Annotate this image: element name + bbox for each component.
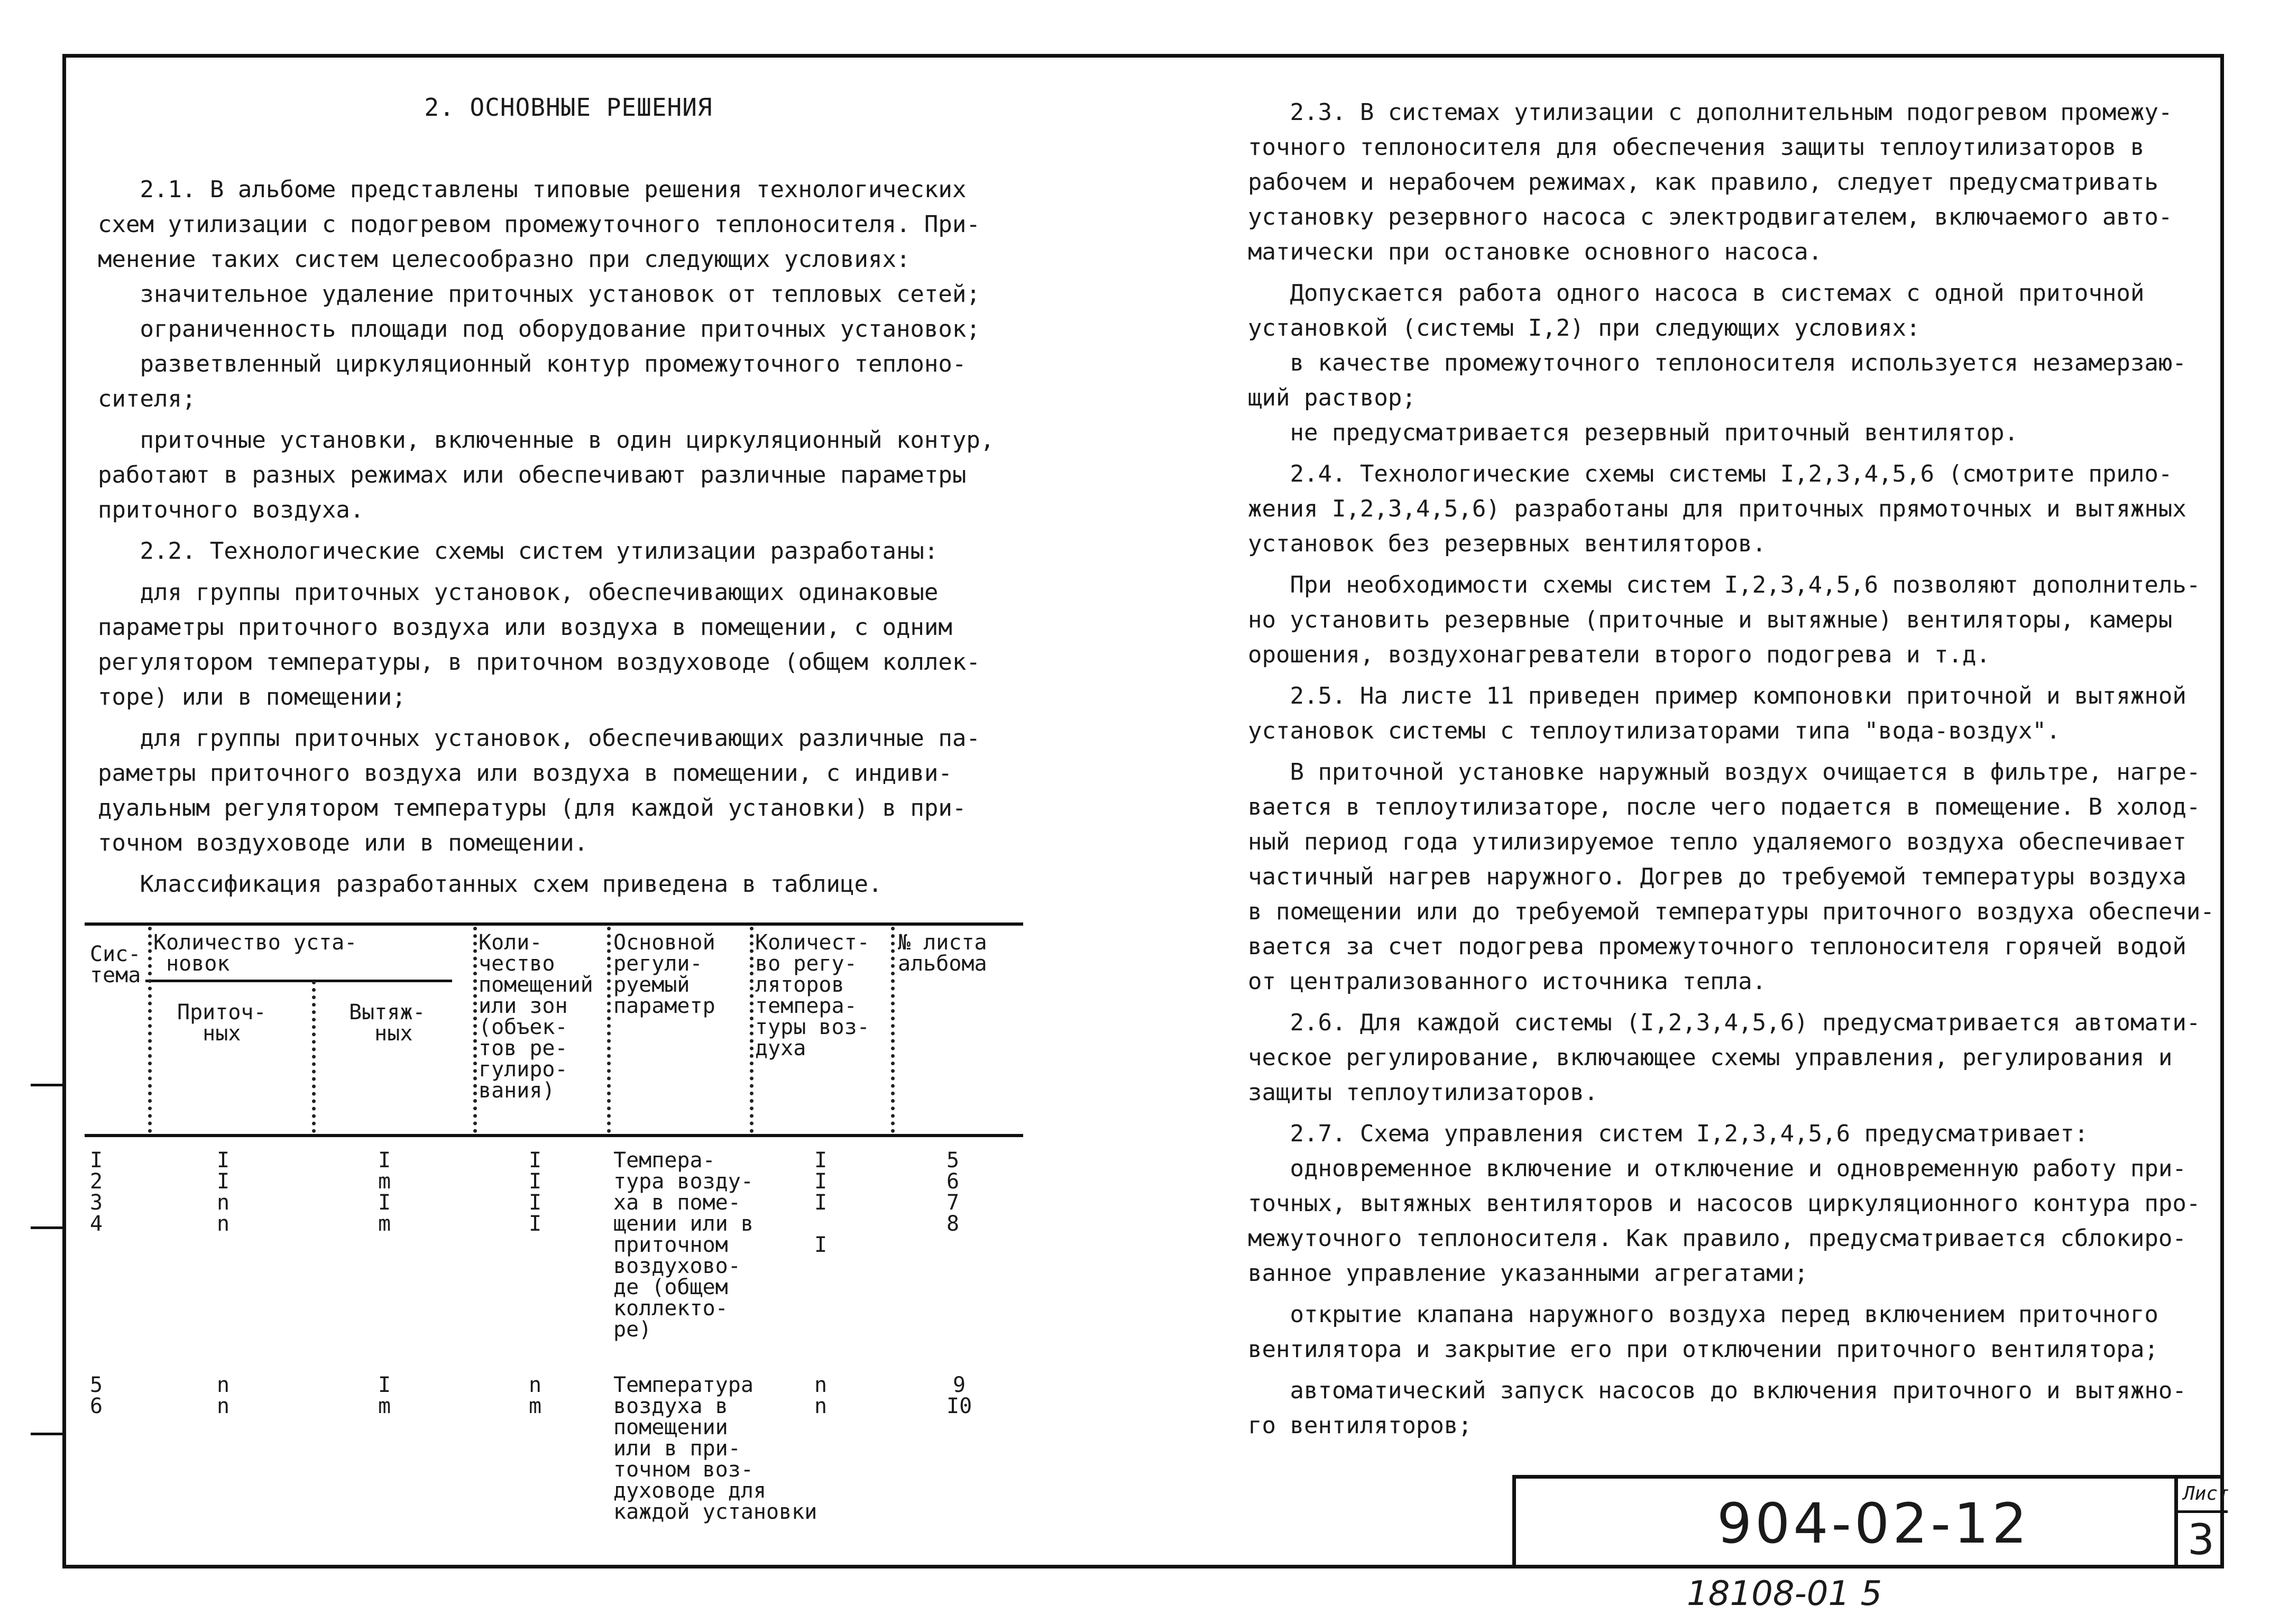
cell-regulators: n n [814,1373,828,1418]
text-line: 2.4. Технологические схемы системы I,2,3,4,5,6 (смотрите прило- [1248,460,2173,487]
cell-systems: 5 6 [90,1373,103,1418]
text-line: менение таких систем целесообразно при следующих условиях: [98,246,911,273]
text-line: от централизованного источника тепла. [1248,968,1767,995]
text-line: сителя; [98,385,196,412]
cell-supply: I I n n [217,1148,230,1236]
th-exhaust: Вытяж- ных [349,1000,426,1046]
text-line: значительное удаление приточных установок от тепловых сетей; [98,281,980,308]
text-line: щий раствор; [1248,384,1416,411]
table-header-rule [85,1134,1023,1137]
text-line: регулятором температуры, в приточном воздуховоде (общем коллек- [98,649,980,676]
th-supply: Приточ- ных [177,1000,267,1046]
col-divider [312,981,316,1133]
text-line: В приточной установке наружный воздух очищается в фильтре, нагре- [1248,759,2201,786]
subheader-rule [145,980,452,982]
text-line: ограниченность площади под оборудование приточных установок; [98,316,980,343]
right-text-block [1248,95,2216,1443]
text-line: рабочем и нерабочем режимах, как правило, следует предусматривать [1248,169,2158,196]
th-system: Сис- тема [90,942,141,988]
text-line: 2.3. В системах утилизации с дополнительным подогревом промежу- [1248,99,2173,126]
text-line: разветвленный циркуляционный контур промежуточного теплоно- [98,350,967,377]
cell-exhaust: I m I m [378,1148,391,1236]
cell-param: Темпера- тура возду- ха в поме- щении или в приточном воздухово- де (общем коллекто- ре) [613,1148,753,1342]
right-column [1248,95,2216,1443]
cell-zones: I I I I [529,1148,542,1236]
section-title: 2. ОСНОВНЫЕ РЕШЕНИЯ [424,93,713,122]
col-divider [148,927,152,1133]
text-line: параметры приточного воздуха или воздуха в помещении, с одним [98,614,952,641]
text-line: защиты теплоутилизаторов. [1248,1079,1598,1106]
text-line: вентилятора и закрытие его при отключении приточного вентилятора; [1248,1336,2158,1363]
text-line: матически при остановке основного насоса. [1248,238,1823,265]
th-regulators: Количест- во регу- ляторов темпера- туры воз- духа [755,930,870,1060]
classification-table [85,922,1023,1557]
text-line: межуточного теплоносителя. Как правило, предусматривается сблокиро- [1248,1225,2186,1252]
th-zones: Коли- чество помещений или зон (объек- тов ре- гулиро- вания) [479,930,593,1103]
text-line: в помещении или до требуемой температуры приточного воздуха обеспечи- [1248,898,2214,925]
text-line: автоматический запуск насосов до включения приточного и вытяжно- [1248,1377,2186,1404]
text-line: Классификация разработанных схем приведена в таблице. [98,871,883,898]
text-line: го вентиляторов; [1248,1412,1472,1439]
text-line: 2.5. На листе 11 приведен пример компоновки приточной и вытяжной [1248,682,2186,709]
margin-tick [31,1433,63,1435]
text-line: схем утилизации с подогревом промежуточного теплоносителя. При- [98,211,980,238]
text-line: 2.7. Схема управления систем I,2,3,4,5,6 предусматривает: [1248,1120,2089,1147]
text-line: дуальным регулятором температуры (для каждой установки) в при- [98,795,967,822]
sheet-number: 3 [2188,1515,2214,1564]
text-line: 2.2. Технологические схемы систем утилизации разработаны: [98,538,939,565]
text-line: Допускается работа одного насоса в системах с одной приточной [1248,280,2145,307]
text-line: точном воздуховоде или в помещении. [98,829,589,856]
stamp-divider [2174,1479,2178,1568]
text-line: ческое регулирование, включающее схемы управления, регулирования и [1248,1044,2173,1071]
text-line: в качестве промежуточного теплоносителя используется незамерзаю- [1248,349,2186,376]
cell-sheets: 9 I0 [946,1373,972,1418]
text-line: для группы приточных установок, обеспечивающих одинаковые [98,579,939,606]
cell-zones: n m [529,1373,542,1418]
left-text-block [98,172,1039,902]
text-line: для группы приточных установок, обеспечивающих различные па- [98,725,980,752]
cell-exhaust: I m [378,1373,391,1418]
text-line: вается в теплоутилизаторе, после чего подается в помещение. В холод- [1248,793,2201,820]
stamp-divider [2174,1510,2228,1513]
text-line: работают в разных режимах или обеспечивают различные параметры [98,462,967,488]
col-divider [473,927,477,1133]
document-code: 904-02-12 [1717,1491,2030,1556]
th-sheet-no: № листа альбома [898,930,987,976]
text-line: частичный нагрев наружного. Догрев до требуемой температуры воздуха [1248,863,2186,890]
cell-sheets: 5 6 7 8 [946,1148,960,1236]
text-line: одновременное включение и отключение и одновременную работу при- [1248,1155,2186,1182]
text-line: ный период года утилизируемое тепло удаляемого воздуха обеспечивает [1248,828,2186,855]
col-divider [891,927,895,1133]
text-line: приточного воздуха. [98,496,364,523]
th-count-units: Количество уста- новок [153,930,357,976]
table-top-rule [85,922,1023,926]
text-line: точных, вытяжных вентиляторов и насосов циркуляционного контура про- [1248,1190,2201,1217]
text-line: но установить резервные (приточные и вытяжные) вентиляторы, камеры [1248,606,2173,633]
text-line: При необходимости схемы систем I,2,3,4,5,6 позволяют дополнитель- [1248,571,2201,598]
text-line: открытие клапана наружного воздуха перед включением приточного [1248,1301,2158,1328]
cell-systems: I 2 3 4 [90,1148,103,1236]
margin-tick [31,1226,63,1229]
inventory-number: 18108-01 5 [1687,1574,1882,1613]
cell-supply: n n [217,1373,230,1418]
text-line: орошения, воздухонагреватели второго подогрева и т.д. [1248,641,1990,668]
text-line: раметры приточного воздуха или воздуха в помещении, с индиви- [98,760,952,787]
text-line: установок без резервных вентиляторов. [1248,530,1767,557]
left-column [98,90,1039,902]
cell-regulators: I I I I [814,1148,828,1257]
text-line: приточные установки, включенные в один циркуляционный контур, [98,427,995,454]
text-line: вается за счет подогрева промежуточного теплоносителя горячей водой [1248,933,2186,960]
text-line: 2.1. В альбоме представлены типовые решения технологических [98,176,967,203]
text-line: жения I,2,3,4,5,6) разработаны для приточных прямоточных и вытяжных [1248,495,2186,522]
cell-param: Температура воздуха в помещении или в при- точном воз- духоводе для каждой установки [613,1373,817,1524]
text-line: 2.6. Для каждой системы (I,2,3,4,5,6) предусматривается автомати- [1248,1009,2201,1036]
text-line: точного теплоносителя для обеспечения защиты теплоутилизаторов в [1248,134,2145,161]
text-line: установкой (системы I,2) при следующих условиях: [1248,315,1920,342]
sheet-label: Лист [2183,1483,2229,1505]
margin-tick [31,1084,63,1086]
text-line: установок системы с теплоутилизаторами типа "вода-воздух". [1248,717,2061,744]
title-block [1512,1475,2229,1568]
text-line: торе) или в помещении; [98,684,406,710]
text-line: установку резервного насоса с электродвигателем, включаемого авто- [1248,204,2173,230]
th-main-param: Основной регули- руемый параметр [613,930,715,1018]
text-line: не предусматривается резервный приточный вентилятор. [1248,419,2018,446]
text-line: ванное управление указанными агрегатами; [1248,1260,1808,1287]
col-divider [750,927,753,1133]
col-divider [607,927,611,1133]
